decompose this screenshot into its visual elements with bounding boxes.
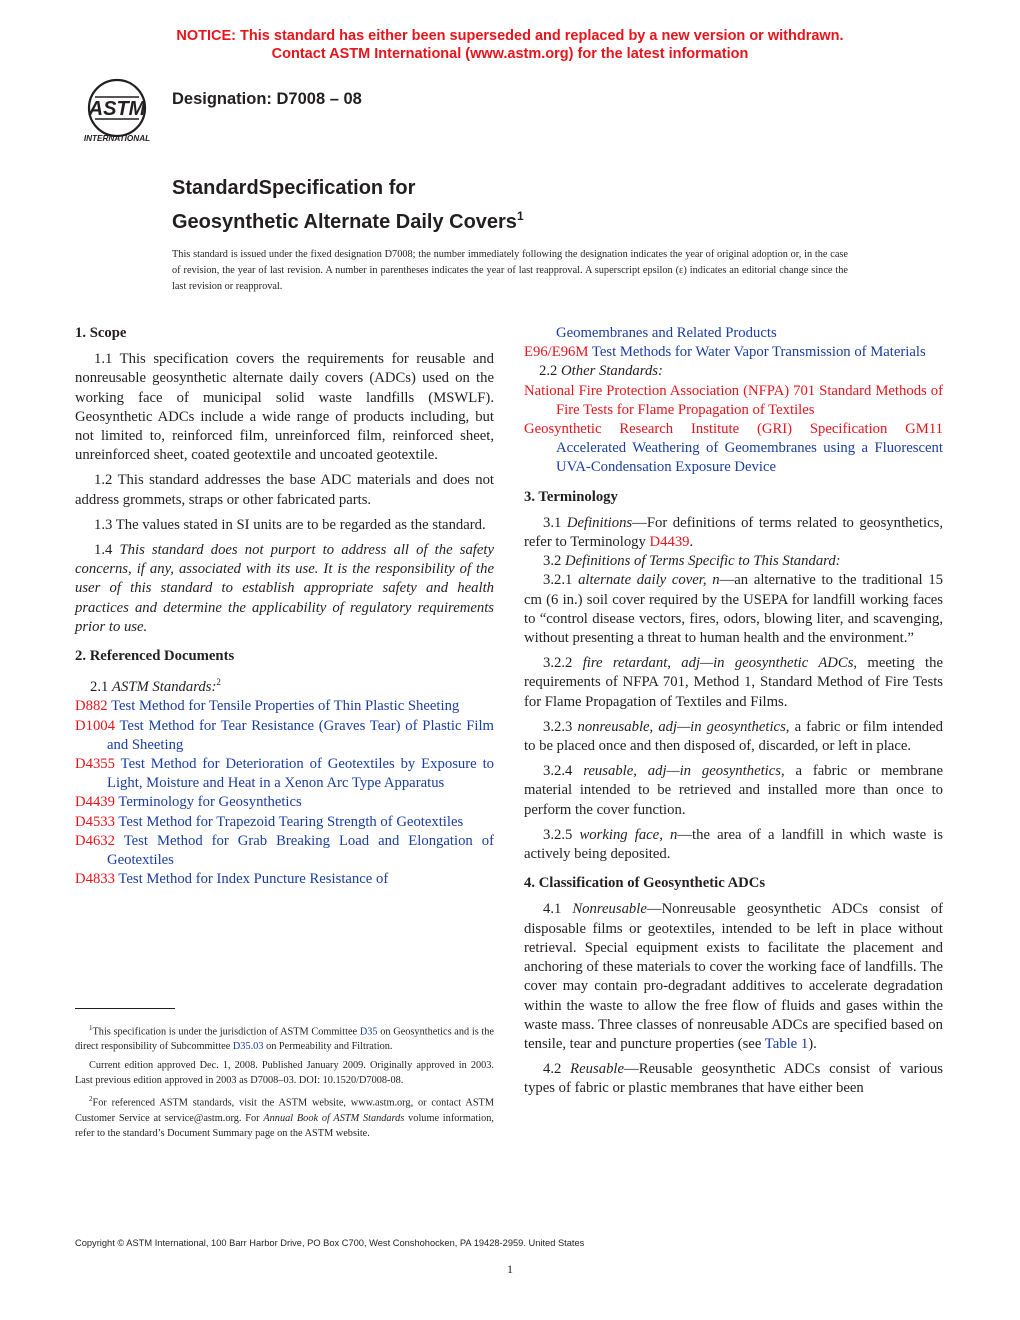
ref-d4833[interactable]: [75, 870, 494, 889]
term-3-1-number: 3.1: [543, 514, 562, 531]
title-line-1: StandardSpecification for: [172, 177, 416, 199]
ref-code[interactable]: D882: [75, 698, 108, 715]
other-standards-label: Other Standards:: [561, 363, 663, 380]
ref-gri-gm11[interactable]: [524, 420, 943, 478]
ref-code[interactable]: D4533: [75, 813, 115, 830]
footnote-divider: [75, 1008, 175, 1009]
table-1-link[interactable]: Table 1: [764, 1035, 809, 1052]
def-3-2-1: [524, 571, 943, 648]
def-3-2-3-text: , a fabric or film intended to be placed once and then disposed of, discarded, or left in place.: [524, 718, 943, 755]
terminology-d4439-link[interactable]: D4439: [649, 534, 690, 551]
section-heading-referenced-documents: 2. Referenced Documents: [75, 648, 235, 665]
notice-line-1: NOTICE: This standard has either been superseded and replaced by a new version or withdrawn.: [176, 28, 844, 44]
logo-text: ASTM: [88, 98, 146, 120]
ref-d1004[interactable]: [75, 717, 494, 755]
astm-standards-subhead: [75, 673, 494, 697]
astm-standards-label: ASTM Standards:: [112, 679, 217, 696]
ref-d4533[interactable]: [75, 813, 494, 832]
def-3-2-3-number: 3.2.3: [543, 718, 573, 735]
title-line-2: Geosynthetic Alternate Daily Covers: [172, 211, 517, 233]
class-4-1: [524, 900, 943, 1054]
ref-code[interactable]: D4439: [75, 794, 115, 811]
def-3-2-1-term: alternate daily cover, n: [578, 572, 720, 589]
astm-standards-number: 2.1: [90, 679, 109, 696]
class-4-1-end: ).: [808, 1035, 817, 1052]
ref-nfpa-text[interactable]: National Fire Protection Association (NFPA) 701 Standard Methods of Fire Tests for Flame Propagation of Textiles: [524, 382, 943, 418]
ref-title[interactable]: Test Method for Deterioration of Geotextiles by Exposure to Light, Moisture and Heat in a Xenon Arc Type Apparatus: [107, 755, 494, 792]
def-3-2-1-text: —an alternative to the traditional 15 cm (6 in.) soil cover required by the USEPA for landfill working faces to “control disease vectors, fires, odors, blowing liter, and scavenging, without presenting a threat to human health and the environment.”: [524, 572, 944, 647]
scope-1-4-text: This standard does not purport to address all of the safety concerns, if any, associated with its use. It is the responsibility of the user of this standard to establish appropriate safety and health practices and determine the applicability of regulatory requirements prior to use.: [75, 542, 495, 635]
def-3-2-5: [524, 826, 943, 864]
scope-1-4-number: 1.4: [94, 542, 113, 559]
section-heading-classification: 4. Classification of Geosynthetic ADCs: [524, 875, 766, 892]
footnote-1-text-a: This specification is under the jurisdiction of ASTM Committee: [92, 1026, 358, 1038]
term-3-2-number: 3.2: [543, 553, 562, 570]
notice-line-2: Contact ASTM International (www.astm.org) for the latest information: [271, 46, 749, 62]
term-3-1-end: .: [689, 534, 694, 551]
def-3-2-5-text: —the area of a landfill in which waste is actively being deposited.: [524, 826, 944, 863]
def-3-2-3-term: nonreusable, adj—in geosynthetics: [577, 718, 786, 735]
footnote-2-book-title: Annual Book of ASTM Standards: [263, 1112, 405, 1124]
def-3-2-2-term: fire retardant, adj—in geosynthetic ADCs: [582, 655, 854, 672]
left-column: [75, 324, 494, 889]
def-3-2-2: [524, 654, 943, 712]
issue-note: This standard is issued under the fixed designation D7008; the number immediately following the designation indicates the year of original adoption or, in the case of revision, the year of last revision. A number in parentheses indicates the year of last reapproval. A superscript epsilon (ε) indicates an editorial change since the last revision or reapproval.: [172, 249, 848, 292]
ref-code[interactable]: E96/E96M: [524, 344, 589, 361]
document-title: [172, 174, 524, 236]
ref-code[interactable]: D4355: [75, 755, 115, 772]
designation: Designation: D7008 – 08: [172, 90, 362, 108]
footnote-1-edition: Current edition approved Dec. 1, 2008. Published January 2009. Originally approved in 2003. Last previous edition approved in 2003 as D7008–03. DOI: 10.1520/D7008-08.: [75, 1060, 494, 1087]
def-3-2-1-number: 3.2.1: [543, 572, 573, 589]
def-3-2-2-number: 3.2.2: [543, 655, 573, 672]
term-3-1-term: Definitions: [566, 514, 633, 531]
def-3-2-4-text: , a fabric or membrane material intended to be retrieved and installed more than once to perform the cover function.: [524, 763, 943, 818]
class-4-1-text: —Nonreusable geosynthetic ADCs consist of disposable films or geotextiles, intended to be left in place without retrieval. Special equipment exists to facilitate the placement and anchoring of these materials to cover the working face of landfills. The cover may contain pro-degradant additives to accelerate degradation within the waste to allow the free flow of fluids and gases within the waste mass. Three classes of nonreusable ADCs are specified based on tensile, tear and puncture properties (see: [524, 901, 943, 1052]
ref-d4439[interactable]: [75, 793, 494, 812]
ref-code[interactable]: D4833: [75, 871, 115, 888]
scope-1-4: [75, 541, 494, 637]
ref-gri-title[interactable]: Accelerated Weathering of Geomembranes using a Fluorescent UVA-Condensation Exposure Device: [556, 440, 943, 476]
astm-logo-icon: [74, 78, 160, 144]
footnote-1: [75, 1021, 494, 1054]
footnote-2-text-b: volume information, refer to the standard’s Document Summary page on the ASTM website.: [75, 1112, 494, 1139]
scope-1-3: 1.3 The values stated in SI units are to be regarded as the standard.: [94, 516, 486, 533]
ref-title[interactable]: Test Method for Tensile Properties of Thin Plastic Sheeting: [111, 698, 460, 715]
ref-nfpa-701[interactable]: [524, 382, 943, 420]
section-heading-scope: 1. Scope: [75, 325, 127, 341]
class-4-1-number: 4.1: [543, 901, 562, 918]
def-3-2-5-term: working face, n: [579, 826, 678, 843]
right-column: [524, 324, 943, 1099]
footnote-1-mark: 1: [89, 1024, 93, 1032]
ref-title[interactable]: Test Method for Grab Breaking Load and Elongation of Geotextiles: [107, 832, 494, 868]
class-4-1-term: Nonreusable: [572, 901, 647, 918]
def-3-2-4-term: reusable, adj—in geosynthetics: [583, 763, 781, 780]
class-4-2: [524, 1060, 943, 1098]
page-number: 1: [507, 1262, 513, 1276]
title-footnote-mark: 1: [516, 209, 524, 223]
class-4-2-term: Reusable: [570, 1061, 625, 1078]
other-standards-subhead: [524, 362, 943, 381]
committee-d35-link[interactable]: D35: [359, 1026, 378, 1038]
section-heading-terminology: 3. Terminology: [524, 488, 618, 505]
scope-1-2: 1.2 This standard addresses the base ADC materials and does not address grommets, straps or other fabricated parts.: [75, 472, 494, 508]
other-standards-number: 2.2: [539, 363, 558, 380]
footnote-2: [75, 1092, 494, 1140]
ref-d4355[interactable]: [75, 755, 494, 793]
ref-title[interactable]: Test Method for Trapezoid Tearing Strength of Geotextiles: [118, 813, 464, 830]
def-3-2-2-text: , meeting the requirements of NFPA 701, Method 1, Standard Method of Fire Tests for Flame Propagation of Textiles and Films.: [524, 655, 944, 710]
astm-standards-footnote-mark: 2: [216, 677, 221, 688]
def-3-2-4: [524, 762, 943, 820]
ref-d4632[interactable]: [75, 832, 494, 870]
ref-title[interactable]: Test Method for Tear Resistance (Graves Tear) of Plastic Film and Sheeting: [107, 717, 494, 753]
ref-gri-code[interactable]: Geosynthetic Research Institute (GRI) Specification GM11: [524, 421, 943, 438]
ref-d4833-continued[interactable]: [524, 324, 943, 343]
term-3-1: [524, 514, 943, 552]
def-3-2-3: [524, 718, 943, 756]
footnote-2-text-a: For referenced ASTM standards, visit the ASTM website, www.astm.org, or contact ASTM Customer Service at service@astm.org. For: [75, 1097, 494, 1124]
footnotes: [75, 1021, 494, 1145]
ref-title[interactable]: Test Method for Index Puncture Resistance of: [118, 871, 389, 888]
ref-title[interactable]: Test Methods for Water Vapor Transmission of Materials: [591, 344, 926, 361]
scope-1-1: 1.1 This specification covers the requirements for reusable and nonreusable geosynthetic alternate daily covers (ADCs) used on the working face of municipal solid waste landfills (MSWLF). Geosynthetic ADCs include a wide range of products including, but not limited to, reinforced film, unreinforced film, reinforced sheet, unreinforced sheet, coated geotextile and uncoated geotextile.: [75, 351, 494, 464]
ref-title[interactable]: Geomembranes and Related Products: [556, 325, 777, 341]
ref-code[interactable]: D1004: [75, 717, 115, 734]
ref-e96[interactable]: [524, 343, 943, 362]
ref-title[interactable]: Terminology for Geosynthetics: [118, 794, 302, 811]
ref-d882[interactable]: [75, 697, 494, 716]
footnote-2-mark: 2: [89, 1095, 93, 1104]
ref-code[interactable]: D4632: [75, 832, 115, 849]
term-3-1-text: —For definitions of terms related to geosynthetics, refer to Terminology: [524, 514, 944, 551]
subcommittee-d35-03-link[interactable]: D35.03: [232, 1041, 264, 1053]
term-3-2-label: Definitions of Terms Specific to This Standard:: [565, 553, 841, 570]
def-3-2-4-number: 3.2.4: [543, 763, 573, 780]
footnote-1-text-b: on Geosynthetics and is the direct responsibility of Subcommittee: [75, 1026, 495, 1053]
class-4-2-number: 4.2: [543, 1061, 562, 1078]
term-3-2: [524, 552, 943, 571]
superseded-notice: [0, 27, 1020, 63]
footnote-1-text-c: on Permeability and Filtration.: [266, 1041, 393, 1053]
def-3-2-5-number: 3.2.5: [543, 826, 573, 843]
class-4-2-text: —Reusable geosynthetic ADCs consist of various types of fabric or plastic membranes that have either been: [524, 1061, 943, 1097]
copyright: Copyright © ASTM International, 100 Barr Harbor Drive, PO Box C700, West Conshohocken, PA 19428-2959. United States: [75, 1238, 585, 1248]
logo-subtext: INTERNATIONAL: [83, 134, 151, 143]
